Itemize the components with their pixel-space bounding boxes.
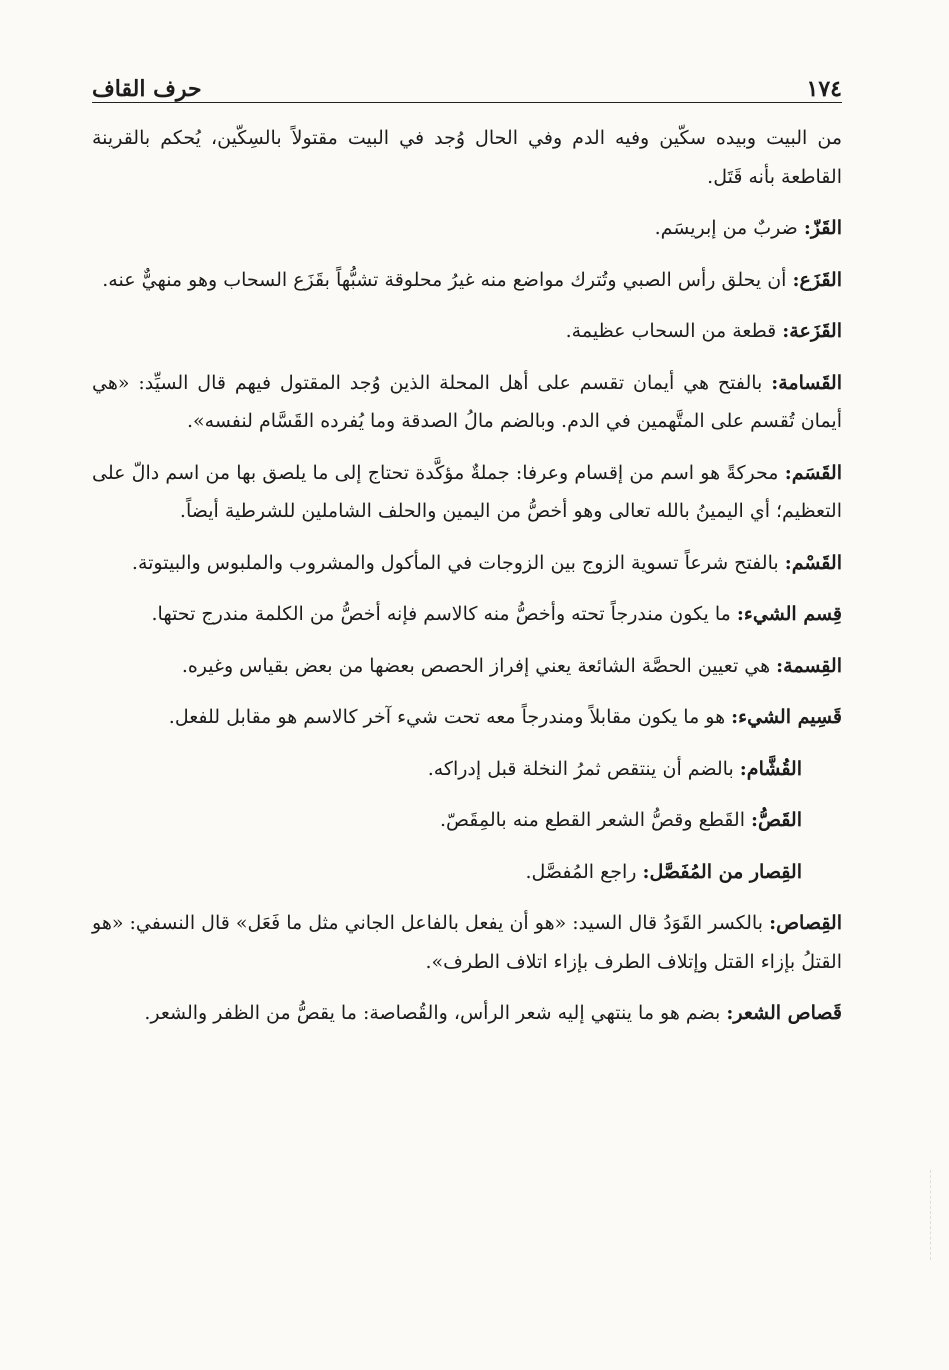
- entry-term: القِسمة:: [776, 654, 842, 677]
- entry-qazaa: [92, 312, 842, 351]
- entry-definition: قطعة من السحاب عظيمة.: [565, 320, 783, 342]
- entry-definition: راجع المُفصَّل.: [525, 860, 643, 883]
- entry-qasam: [92, 454, 842, 531]
- entry-term: القَزّ:: [803, 217, 842, 239]
- entry-qisma: [92, 647, 842, 686]
- entry-term: القَزَعة:: [782, 320, 842, 342]
- entry-definition: بالفتح شرعاً تسوية الزوج بين الزوجات في المأكول والمشروب والملبوس والبيتوتة.: [131, 551, 785, 574]
- entry-term: القَسامة:: [771, 371, 842, 394]
- book-page: [92, 58, 842, 1046]
- entry-qisar: [92, 853, 842, 892]
- entry-definition: ما يكون مندرجاً تحته وأخصُّ منه كالاسم فإنه أخصُّ من الكلمة مندرج تحتها.: [151, 603, 737, 625]
- entry-term: قِسم الشيء:: [736, 603, 842, 625]
- entry-qasm: [92, 544, 842, 583]
- entry-definition: ضربٌ من إبريسَم.: [654, 217, 804, 239]
- entry-term: القَصُّ:: [751, 809, 802, 831]
- entry-term: القَسْم:: [784, 551, 842, 574]
- entry-qasas-alshar: [92, 994, 842, 1033]
- entry-qass: [92, 801, 842, 840]
- entry-continuation: من البيت وبيده سكّين وفيه الدم وفي الحال وُجد في البيت مقتولاً بالسِكّين، يُحكم بالقرينة القاطعة بأنه قَتَل.: [92, 127, 843, 188]
- entry-definition: أن يحلق رأس الصبي وتُترك مواضع منه غيرُ محلوقة تشبُّهاً بقَزَع السحاب وهو منهيٌّ عنه.: [102, 268, 793, 291]
- entry-qaza: [92, 261, 842, 300]
- entry-term: القِصار من المُفَصَّل:: [642, 860, 802, 883]
- entry-definition: بالضم أن ينتقص ثمرُ النخلة قبل إدراكه.: [427, 757, 740, 780]
- entry-qazz: [92, 209, 842, 248]
- entry-qasim-alshay: [92, 698, 842, 737]
- entry-definition: هو ما يكون مقابلاً ومندرجاً معه تحت شيء آخر كالاسم هو مقابل للفعل.: [168, 706, 732, 728]
- entry-definition: القَطع وقصُّ الشعر القطع منه بالمِقَصّ.: [439, 809, 752, 831]
- entry-definition: بضم هو ما ينتهي إليه شعر الرأس، والقُصاصة: ما يقصُّ من الظفر والشعر.: [144, 1002, 727, 1024]
- entries-list: [92, 119, 842, 1033]
- entry-term: القِصاص:: [769, 912, 842, 934]
- entry-term: القَسَم:: [784, 461, 842, 484]
- entry-qushsham: [92, 750, 842, 789]
- chapter-title: حرف القاف: [92, 76, 202, 102]
- entry-term: القَزَع:: [792, 268, 842, 291]
- entry-qism-alshay: [92, 595, 842, 634]
- entry-qasama: [92, 364, 842, 441]
- running-header: [92, 58, 842, 103]
- entry-term: قَصاص الشعر:: [726, 1002, 842, 1024]
- entry-definition: هي تعيين الحصَّة الشائعة يعني إفراز الحصص بعضها من بعض بقياس وغيره.: [181, 654, 777, 677]
- entry-term: القُشَّام:: [739, 757, 802, 780]
- entry-qisas: [92, 904, 842, 981]
- entry-term: قَسِيم الشيء:: [731, 706, 842, 728]
- entry-definition: بالكسر القَوَدُ قال السيد: «هو أن يفعل بالفاعل الجاني مثل ما فَعَل» قال النسفي: «هو القتلُ بإزاء القتل وإتلاف الطرف بإزاء اتلاف الطرف».: [92, 912, 842, 973]
- scan-edge-mark: [930, 1170, 945, 1260]
- page-number: ١٧٤: [806, 76, 842, 102]
- entry-definition: محركةً هو اسم من إقسام وعرفا: جملةٌ مؤكَّدة تحتاج إلى ما يلصق بها من اسم دالّ على التعظيم؛ أي اليمينُ بالله تعالى وهو أخصُّ من اليمين والحلف الشاملين للشرطية أيضاً.: [92, 461, 842, 522]
- entry-definition: بالفتح هي أيمان تقسم على أهل المحلة الذين وُجد المقتول فيهم قال السيِّد: «هي أيمان تُقسم على المتَّهمين في الدم. وبالضم مالُ الصدقة وما يُفرده القَسَّام لنفسه».: [92, 371, 842, 432]
